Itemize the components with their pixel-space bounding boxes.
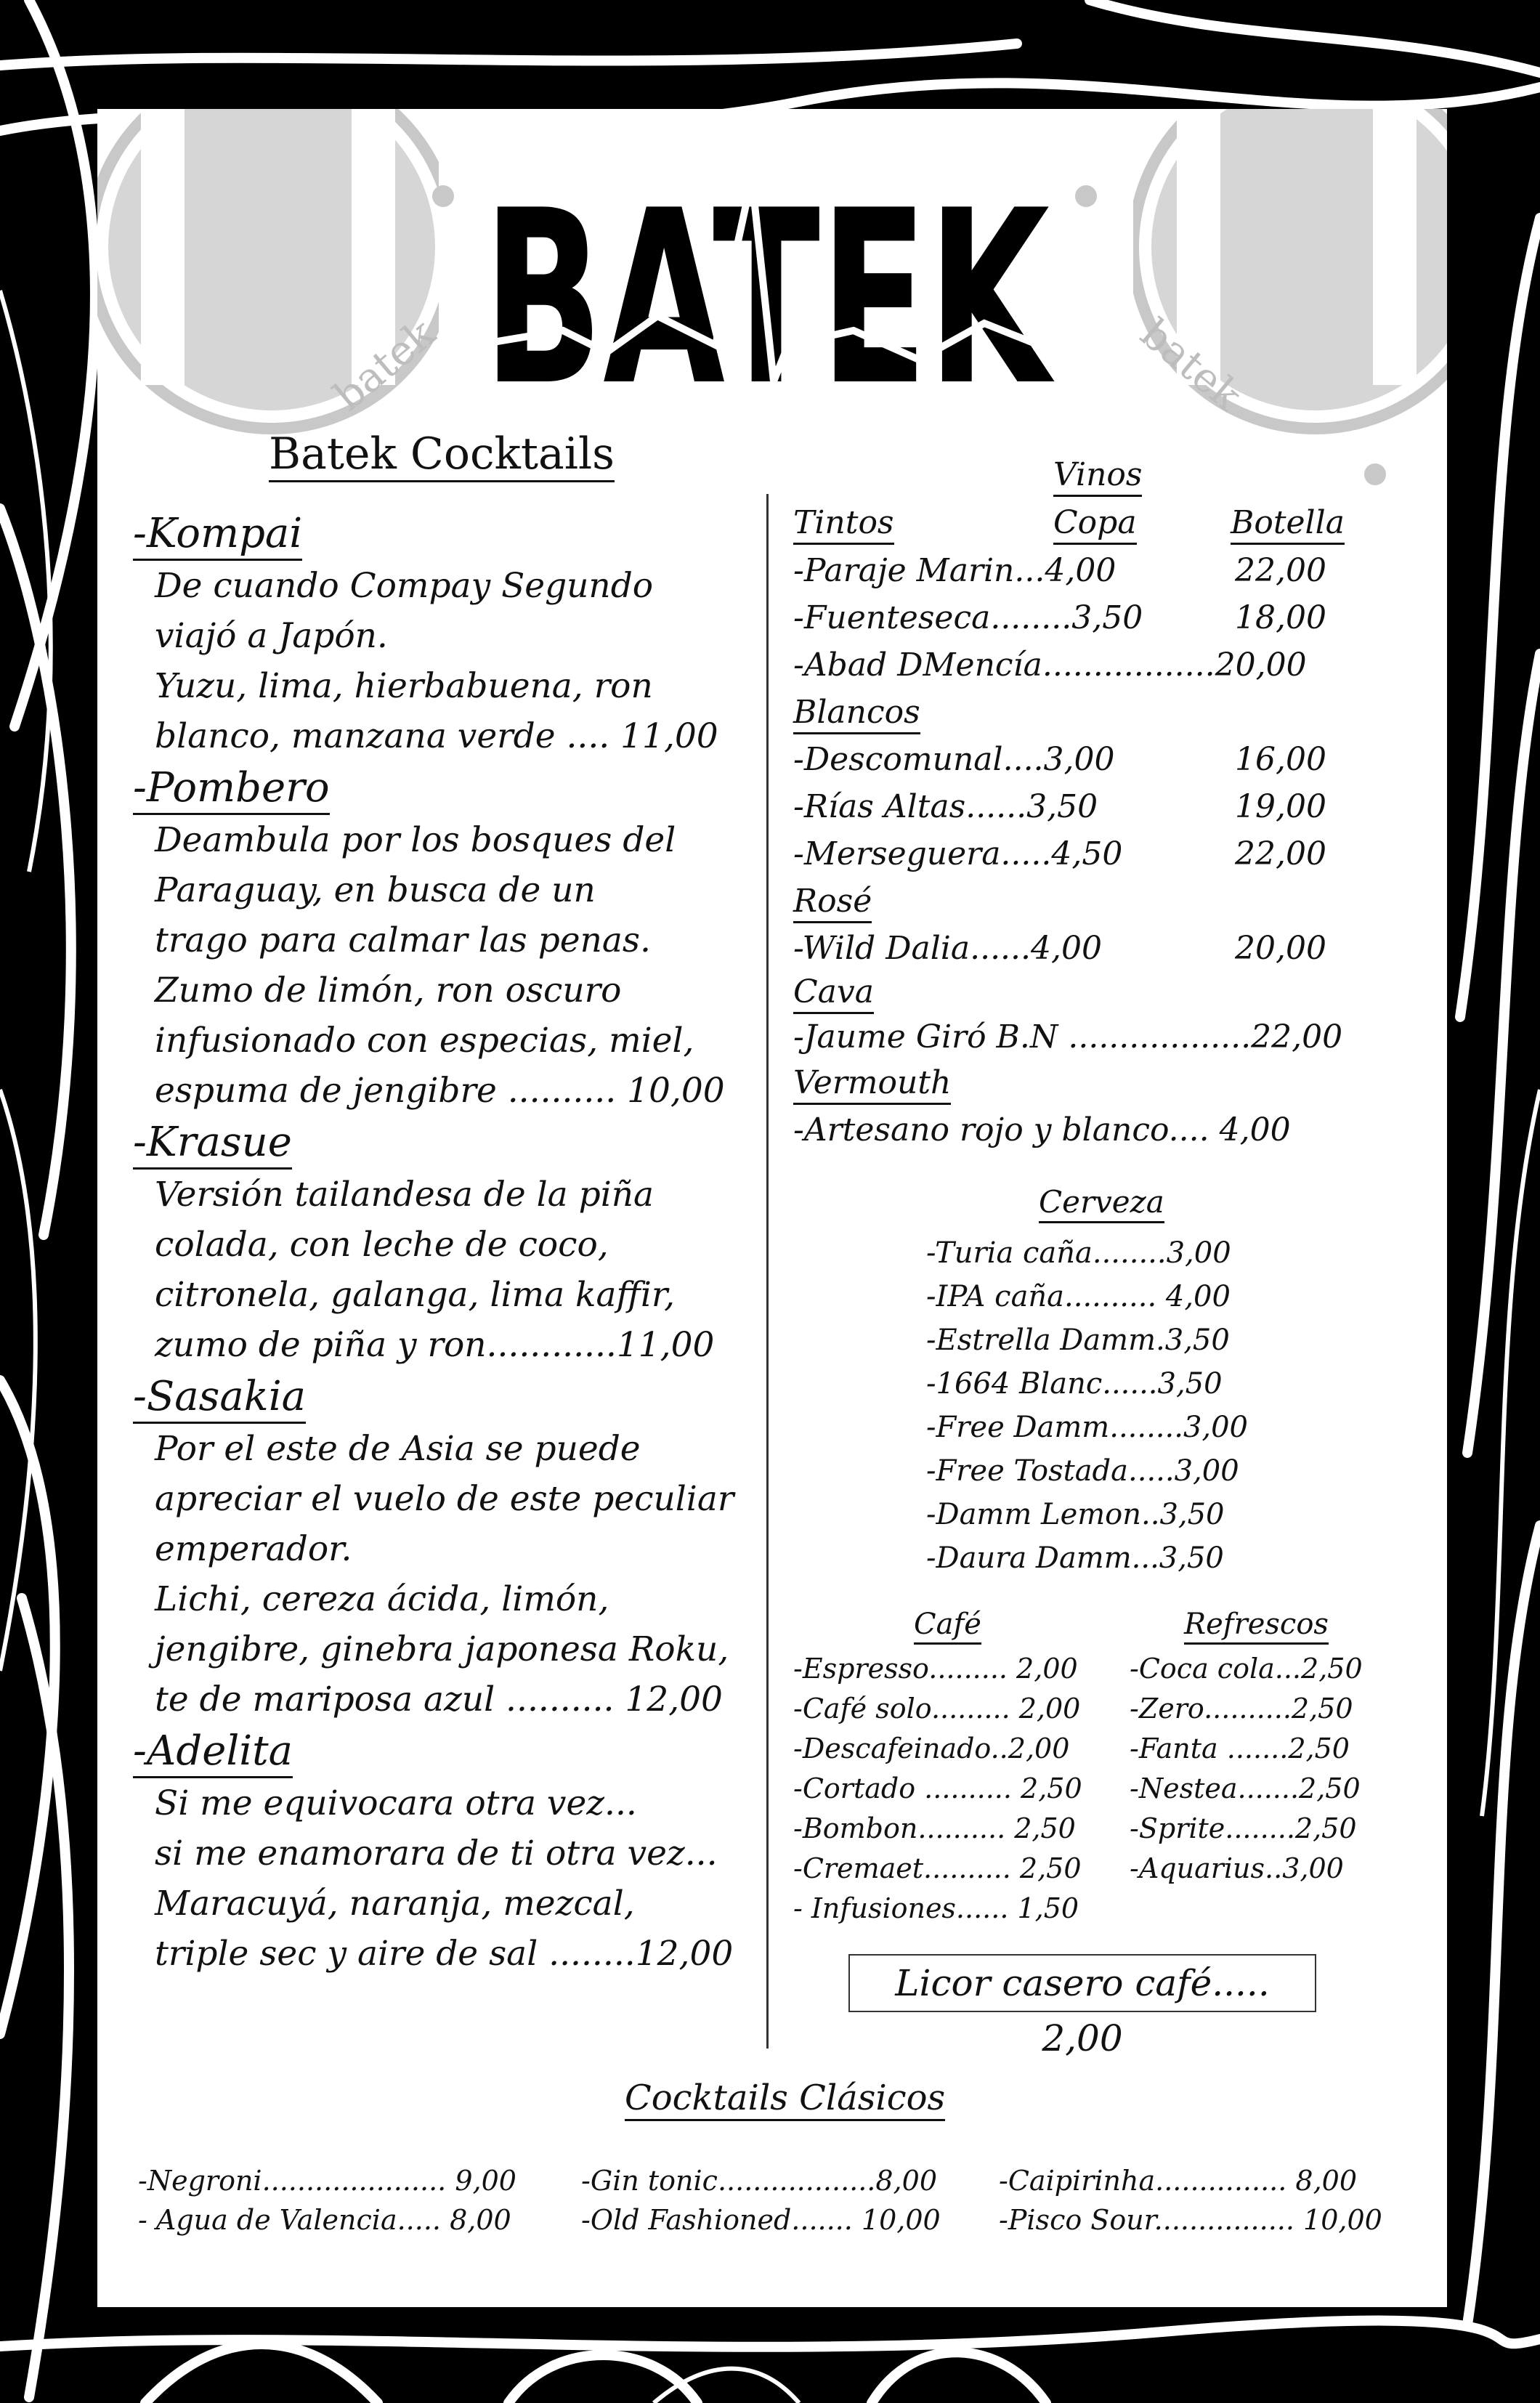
classic-cocktail: -Pisco Sour................ 10,00 [999, 2204, 1382, 2236]
brand-logo-graphic [476, 149, 1057, 410]
cocktail-description: Deambula por los bosques del [155, 820, 676, 860]
cocktail-description: trago para calmar las penas. [155, 920, 651, 960]
brand-logo-text: BATEK [483, 159, 1056, 410]
cocktail-name: -Krasue [133, 1116, 772, 1170]
beer-item: -1664 Blanc......3,50 [926, 1367, 1223, 1401]
cocktail-description: Si me equivocara otra vez... [155, 1783, 637, 1823]
cava-heading: Cava [793, 973, 874, 1014]
wine-row: -Abad DMencía.................20,00 [793, 647, 1307, 684]
wine-row: -Rías Altas......3,50 [793, 788, 1098, 825]
cafe-item: -Cremaet.......... 2,50 [793, 1852, 1082, 1884]
clasicos-title: Cocktails Clásicos [625, 2078, 945, 2121]
watermark-text-left: batek [325, 309, 445, 421]
wine-bottle-price: 20,00 [1235, 930, 1326, 967]
cafe-item: -Café solo......... 2,00 [793, 1693, 1081, 1725]
vermouth-heading: Vermouth [793, 1064, 951, 1105]
soft-drink-item: -Nestea.......2,50 [1130, 1772, 1361, 1804]
wine-bottle-price: 19,00 [1235, 788, 1326, 825]
cocktail-description: jengibre, ginebra japonesa Roku, [155, 1629, 729, 1669]
classic-cocktail: -Gin tonic..................8,00 [581, 2165, 937, 2197]
wine-row: -Paraje Marin...4,00 [793, 552, 1116, 589]
licor-box: Licor casero café..... 2,00 [848, 1954, 1316, 2012]
soft-drink-item: -Sprite........2,50 [1130, 1812, 1357, 1844]
cafe-item: -Descafeinado..2,00 [793, 1733, 1070, 1764]
beer-item: -Estrella Damm.3,50 [926, 1324, 1230, 1357]
classic-cocktail: -Old Fashioned....... 10,00 [581, 2204, 941, 2236]
classic-cocktail: - Agua de Valencia..... 8,00 [138, 2204, 511, 2236]
cocktail-description: viajó a Japón. [155, 616, 388, 656]
watermark-logo-right [1133, 109, 1447, 450]
rose-heading: Rosé [793, 883, 872, 923]
cocktail-description: te de mariposa azul .......... 12,00 [155, 1679, 723, 1719]
classic-cocktail: -Negroni..................... 9,00 [138, 2165, 516, 2197]
wine-bottle-price: 22,00 [1235, 552, 1326, 589]
cocktail-name: -Pombero [133, 761, 772, 815]
wine-row: -Descomunal....3,00 [793, 741, 1115, 778]
cocktail-name: -Sasakia [133, 1370, 772, 1424]
blancos-heading: Blancos [793, 694, 920, 734]
beer-item: -IPA caña.......... 4,00 [926, 1280, 1231, 1313]
beer-item: -Free Damm........3,00 [926, 1411, 1249, 1444]
botella-heading: Botella [1231, 504, 1345, 545]
cocktail-description: emperador. [155, 1529, 352, 1569]
cocktail-description: Lichi, cereza ácida, limón, [155, 1579, 609, 1619]
cafe-title: Café [914, 1608, 981, 1645]
clasicos-col-2 [581, 2161, 941, 2240]
tintos-heading: Tintos [793, 504, 894, 545]
cocktail-description: De cuando Compay Segundo [155, 566, 654, 606]
wine-row: -Fuenteseca........3,50 [793, 599, 1143, 636]
cocktail-description: Por el este de Asia se puede [155, 1429, 641, 1469]
watermark-logo-left [97, 109, 439, 450]
cocktail-description: infusionado con especias, miel, [155, 1021, 694, 1061]
watermark-dot [1364, 463, 1386, 485]
cafe-item: - Infusiones...... 1,50 [793, 1892, 1079, 1924]
soft-drink-item: -Aquarius..3,00 [1130, 1852, 1344, 1884]
soft-drink-item: -Fanta .......2,50 [1130, 1733, 1350, 1764]
cafe-item: -Cortado .......... 2,50 [793, 1772, 1082, 1804]
cocktail-name: -Kompai [133, 507, 772, 561]
cocktail-description: si me enamorara de ti otra vez... [155, 1833, 718, 1873]
cafe-item: -Bombon.......... 2,50 [793, 1812, 1076, 1844]
cerveza-title: Cerveza [1039, 1184, 1164, 1223]
wine-row: -Wild Dalia......4,00 [793, 930, 1102, 967]
cafe-list [793, 1649, 1082, 1929]
wine-bottle-price: 16,00 [1235, 741, 1326, 778]
cocktail-description: zumo de piña y ron............11,00 [155, 1325, 715, 1365]
cocktail-description: Zumo de limón, ron oscuro [155, 970, 622, 1010]
watermark-text-right: batek [1131, 309, 1251, 421]
cocktail-description: espuma de jengibre .......... 10,00 [155, 1071, 725, 1111]
vinos-title: Vinos [1053, 456, 1142, 497]
cocktail-description: Maracuyá, naranja, mezcal, [155, 1884, 635, 1924]
clasicos-col-3 [999, 2161, 1382, 2240]
wine-bottle-price: 18,00 [1235, 599, 1326, 636]
cocktails-title: Batek Cocktails [269, 429, 615, 482]
beer-item: -Daura Damm...3,50 [926, 1541, 1224, 1575]
brand-logo [476, 149, 1057, 410]
classic-cocktail: -Caipirinha............... 8,00 [999, 2165, 1357, 2197]
beer-item: -Free Tostada.....3,00 [926, 1454, 1239, 1488]
cocktail-description: Versión tailandesa de la piña [155, 1175, 654, 1215]
soft-drink-item: -Coca cola...2,50 [1130, 1653, 1363, 1685]
beer-item: -Turia caña........3,00 [926, 1236, 1231, 1270]
cocktail-list [133, 507, 772, 1979]
beer-list [926, 1231, 1248, 1580]
wine-bottle-price: 22,00 [1235, 835, 1326, 872]
cocktail-description: blanco, manzana verde .... 11,00 [155, 716, 718, 756]
refrescos-title: Refrescos [1184, 1608, 1329, 1645]
cocktail-description: Yuzu, lima, hierbabuena, ron [155, 666, 653, 706]
wine-row: -Merseguera.....4,50 [793, 835, 1123, 872]
wine-row: -Artesano rojo y blanco.... 4,00 [793, 1111, 1291, 1148]
watermark-dot [432, 185, 454, 207]
cafe-item: -Espresso......... 2,00 [793, 1653, 1078, 1685]
copa-heading: Copa [1053, 504, 1137, 545]
refrescos-list [1130, 1649, 1363, 1889]
cocktail-description: triple sec y aire de sal ........12,00 [155, 1934, 734, 1974]
cocktail-description: apreciar el vuelo de este peculiar [155, 1479, 734, 1519]
watermark-dot [1075, 185, 1097, 207]
column-divider [766, 494, 769, 2049]
cocktail-description: colada, con leche de coco, [155, 1225, 609, 1265]
wine-row: -Jaume Giró B.N ..................22,00 [793, 1018, 1343, 1055]
beer-item: -Damm Lemon..3,50 [926, 1498, 1225, 1531]
cocktail-name: -Adelita [133, 1725, 772, 1778]
soft-drink-item: -Zero..........2,50 [1130, 1693, 1353, 1725]
clasicos-col-1 [138, 2161, 516, 2240]
cocktail-description: Paraguay, en busca de un [155, 870, 596, 910]
cocktail-description: citronela, galanga, lima kaffir, [155, 1275, 676, 1315]
